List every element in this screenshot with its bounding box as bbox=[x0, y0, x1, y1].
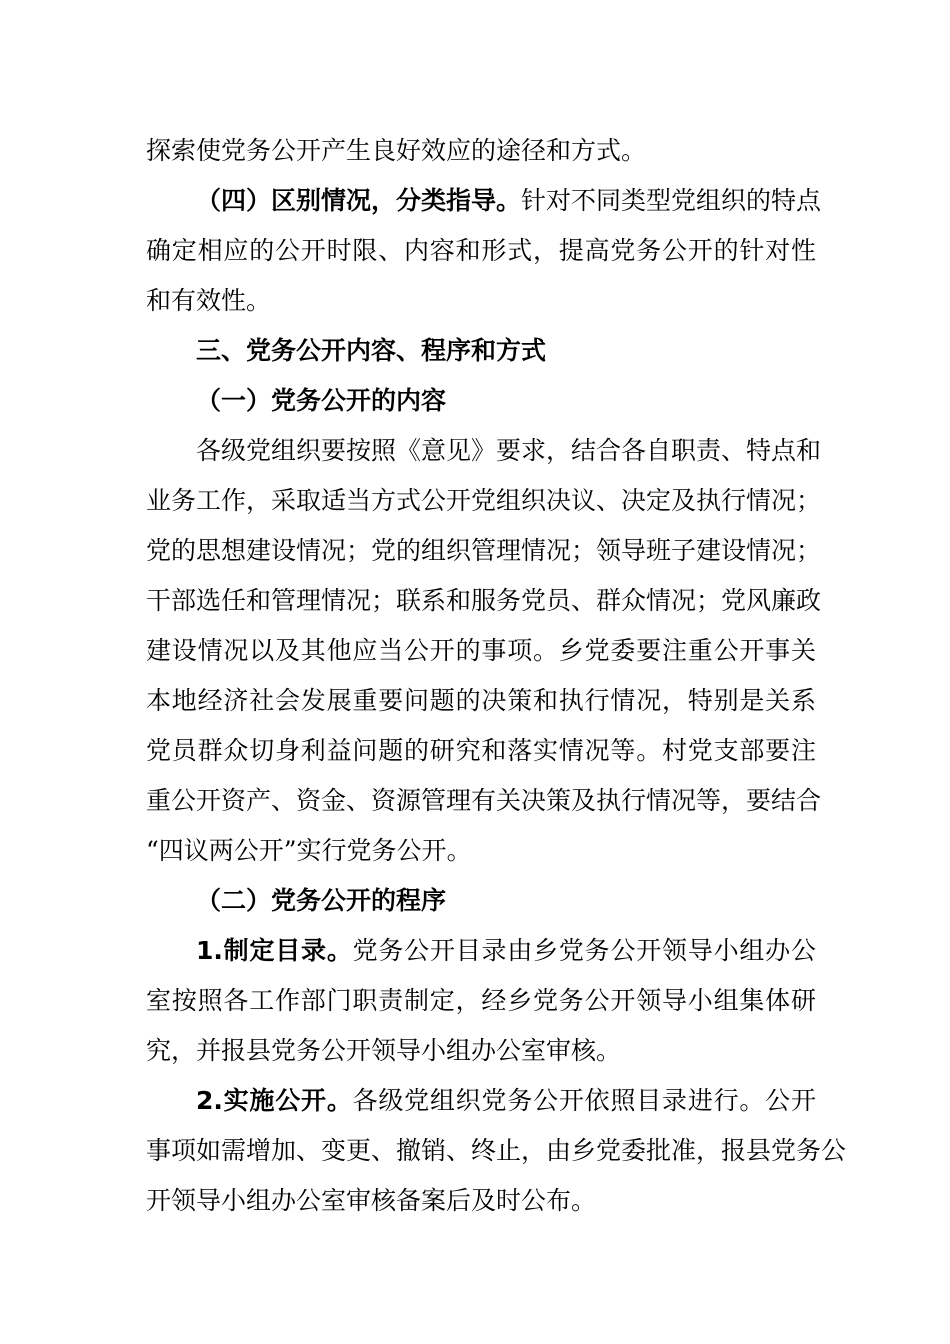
paragraph-line bbox=[196, 934, 816, 968]
paragraph-line bbox=[196, 184, 822, 218]
paragraph-line bbox=[196, 1084, 816, 1118]
paragraph-line: “四议两公开”实行党务公开。 bbox=[146, 836, 472, 865]
paragraph-line: 和有效性。 bbox=[146, 286, 272, 315]
subsection-heading: （二）党务公开的程序 bbox=[196, 886, 447, 915]
paragraph-line: 各级党组织要按照《意见》要求，结合各自职责、特点和 bbox=[196, 436, 822, 465]
paragraph-text: 各级党组织党务公开依照目录进行。公开 bbox=[352, 1086, 816, 1115]
paragraph-line: 开领导小组办公室审核备案后及时公布。 bbox=[146, 1186, 597, 1215]
paragraph-text: 针对不同类型党组织的特点 bbox=[521, 186, 822, 215]
section-heading: 三、党务公开内容、程序和方式 bbox=[196, 336, 547, 365]
paragraph-line: 室按照各工作部门职责制定，经乡党务公开领导小组集体研 bbox=[146, 986, 816, 1015]
step-title: 1.制定目录。 bbox=[196, 936, 353, 965]
step-title: 2.实施公开。 bbox=[196, 1086, 353, 1115]
paragraph-line: 事项如需增加、变更、撤销、终止，由乡党委批准，报县党务公 bbox=[146, 1136, 847, 1165]
paragraph-line: 究，并报县党务公开领导小组办公室审核。 bbox=[146, 1036, 622, 1065]
paragraph-line: 党员群众切身利益问题的研究和落实情况等。村党支部要注 bbox=[146, 736, 816, 765]
paragraph-line: 重公开资产、资金、资源管理有关决策及执行情况等，要结合 bbox=[146, 786, 822, 815]
paragraph-line: 业务工作，采取适当方式公开党组织决议、决定及执行情况； bbox=[146, 486, 822, 515]
paragraph-line: 建设情况以及其他应当公开的事项。乡党委要注重公开事关 bbox=[146, 636, 816, 665]
subsection-heading: （一）党务公开的内容 bbox=[196, 386, 447, 415]
paragraph-line: 党的思想建设情况；党的组织管理情况；领导班子建设情况； bbox=[146, 536, 822, 565]
subsection-title: （四）区别情况，分类指导。 bbox=[196, 186, 522, 215]
paragraph-line: 干部选任和管理情况；联系和服务党员、群众情况；党风廉政 bbox=[146, 586, 822, 615]
paragraph-line: 确定相应的公开时限、内容和形式，提高党务公开的针对性 bbox=[146, 236, 816, 265]
paragraph-line: 本地经济社会发展重要问题的决策和执行情况，特别是关系 bbox=[146, 686, 816, 715]
paragraph-line: 探索使党务公开产生良好效应的途径和方式。 bbox=[146, 136, 647, 165]
paragraph-text: 党务公开目录由乡党务公开领导小组办公 bbox=[352, 936, 816, 965]
